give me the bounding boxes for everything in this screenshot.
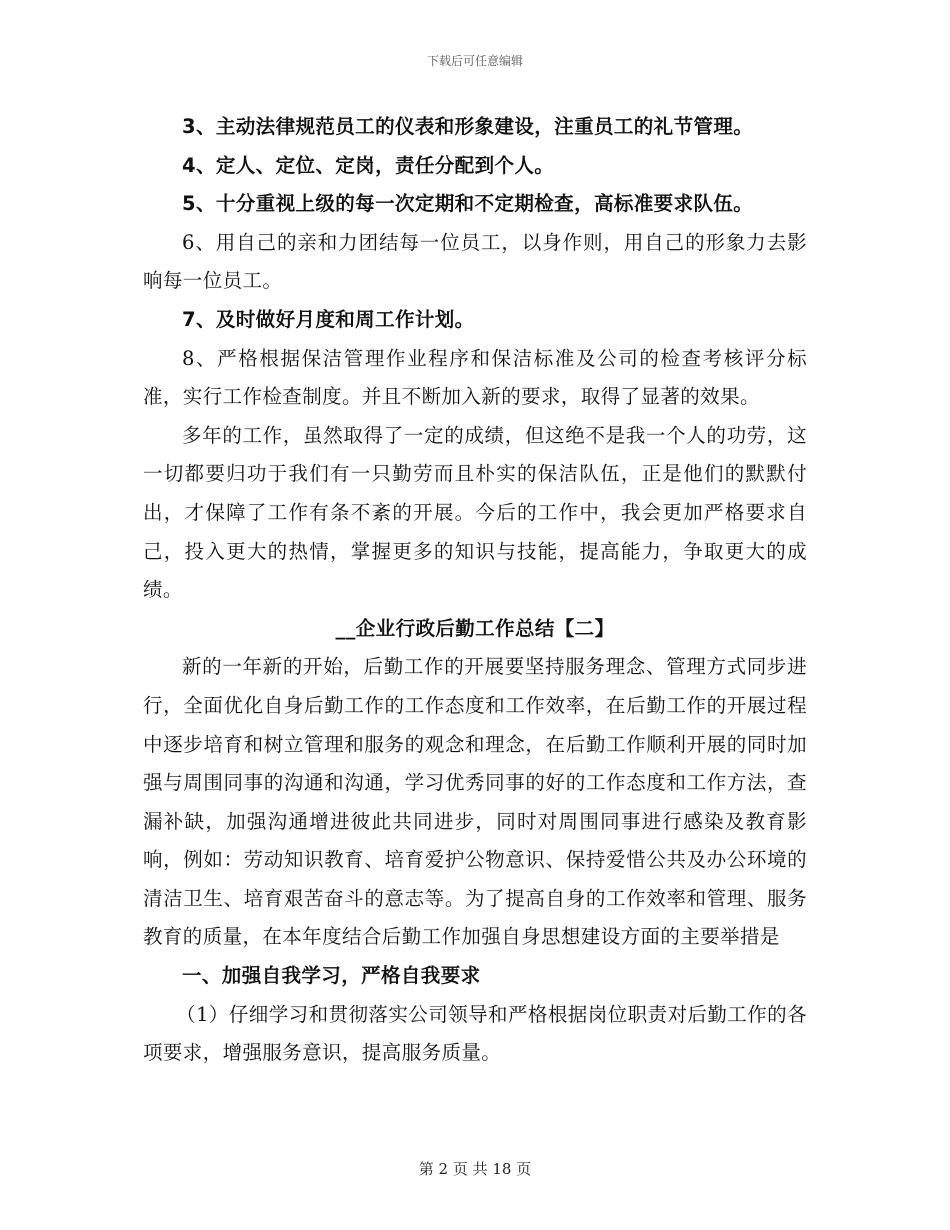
page-footer: 第 2 页 共 18 页 bbox=[418, 1160, 532, 1178]
paragraph-conclusion: 多年的工作，虽然取得了一定的成绩，但这绝不是我一个人的功劳，这一切都要归功于我们有一只勤劳而且朴实的保洁队伍，正是他们的默默付出，才保障了工作有条不紊的开展。今后的工作中，我会更加严格要求自己，投入更大的热情，掌握更多的知识与技能，提高能力，争取更大的成绩。 bbox=[143, 423, 807, 602]
page-header: 下载后可任意编辑 bbox=[426, 54, 523, 68]
paragraph-item-8: 8、严格根据保洁管理作业程序和保洁标准及公司的检查考核评分标准，实行工作检查制度。并且不断加入新的要求，取得了显著的效果。 bbox=[143, 346, 807, 409]
paragraph-intro: 新的一年新的开始，后勤工作的开展要坚持服务理念、管理方式同步进行，全面优化自身后勤工作的工作态度和工作效率，在后勤工作的开展过程中逐步培育和树立管理和服务的观念和理念，在后勤工作顺利开展的同时加强与周围同事的沟通和沟通，学习优秀同事的好的工作态度和工作方法，查漏补缺，加强沟通增进彼此共同进步，同时对周围同事进行感染及教育影响，例如：劳动知识教育、培育爱护公物意识、保持爱惜公共及办公环境的清洁卫生、培育艰苦奋斗的意志等。为了提高自身的工作效率和管理、服务教育的质量，在本年度结合后勤工作加强自身思想建设方面的主要举措是 bbox=[143, 655, 807, 949]
document-body bbox=[143, 108, 807, 1073]
paragraph-item-4: 4、定人、定位、定岗，责任分配到个人。 bbox=[182, 153, 555, 177]
section-title: __企业行政后勤工作总结【二】 bbox=[335, 616, 615, 640]
subsection-heading: 一、加强自我学习，严格自我要求 bbox=[182, 964, 481, 988]
paragraph-item-7: 7、及时做好月度和周工作计划。 bbox=[182, 307, 475, 331]
paragraph-item-6: 6、用自己的亲和力团结每一位员工，以身作则，用自己的形象力去影响每一位员工。 bbox=[143, 230, 807, 293]
paragraph-item-5: 5、十分重视上级的每一次定期和不定期检查，高标准要求队伍。 bbox=[182, 192, 754, 216]
paragraph-point-1: （1）仔细学习和贯彻落实公司领导和严格根据岗位职责对后勤工作的各项要求，增强服务意识，提高服务质量。 bbox=[143, 1002, 807, 1065]
paragraph-item-3: 3、主动法律规范员工的仪表和形象建设，注重员工的礼节管理。 bbox=[182, 115, 754, 138]
